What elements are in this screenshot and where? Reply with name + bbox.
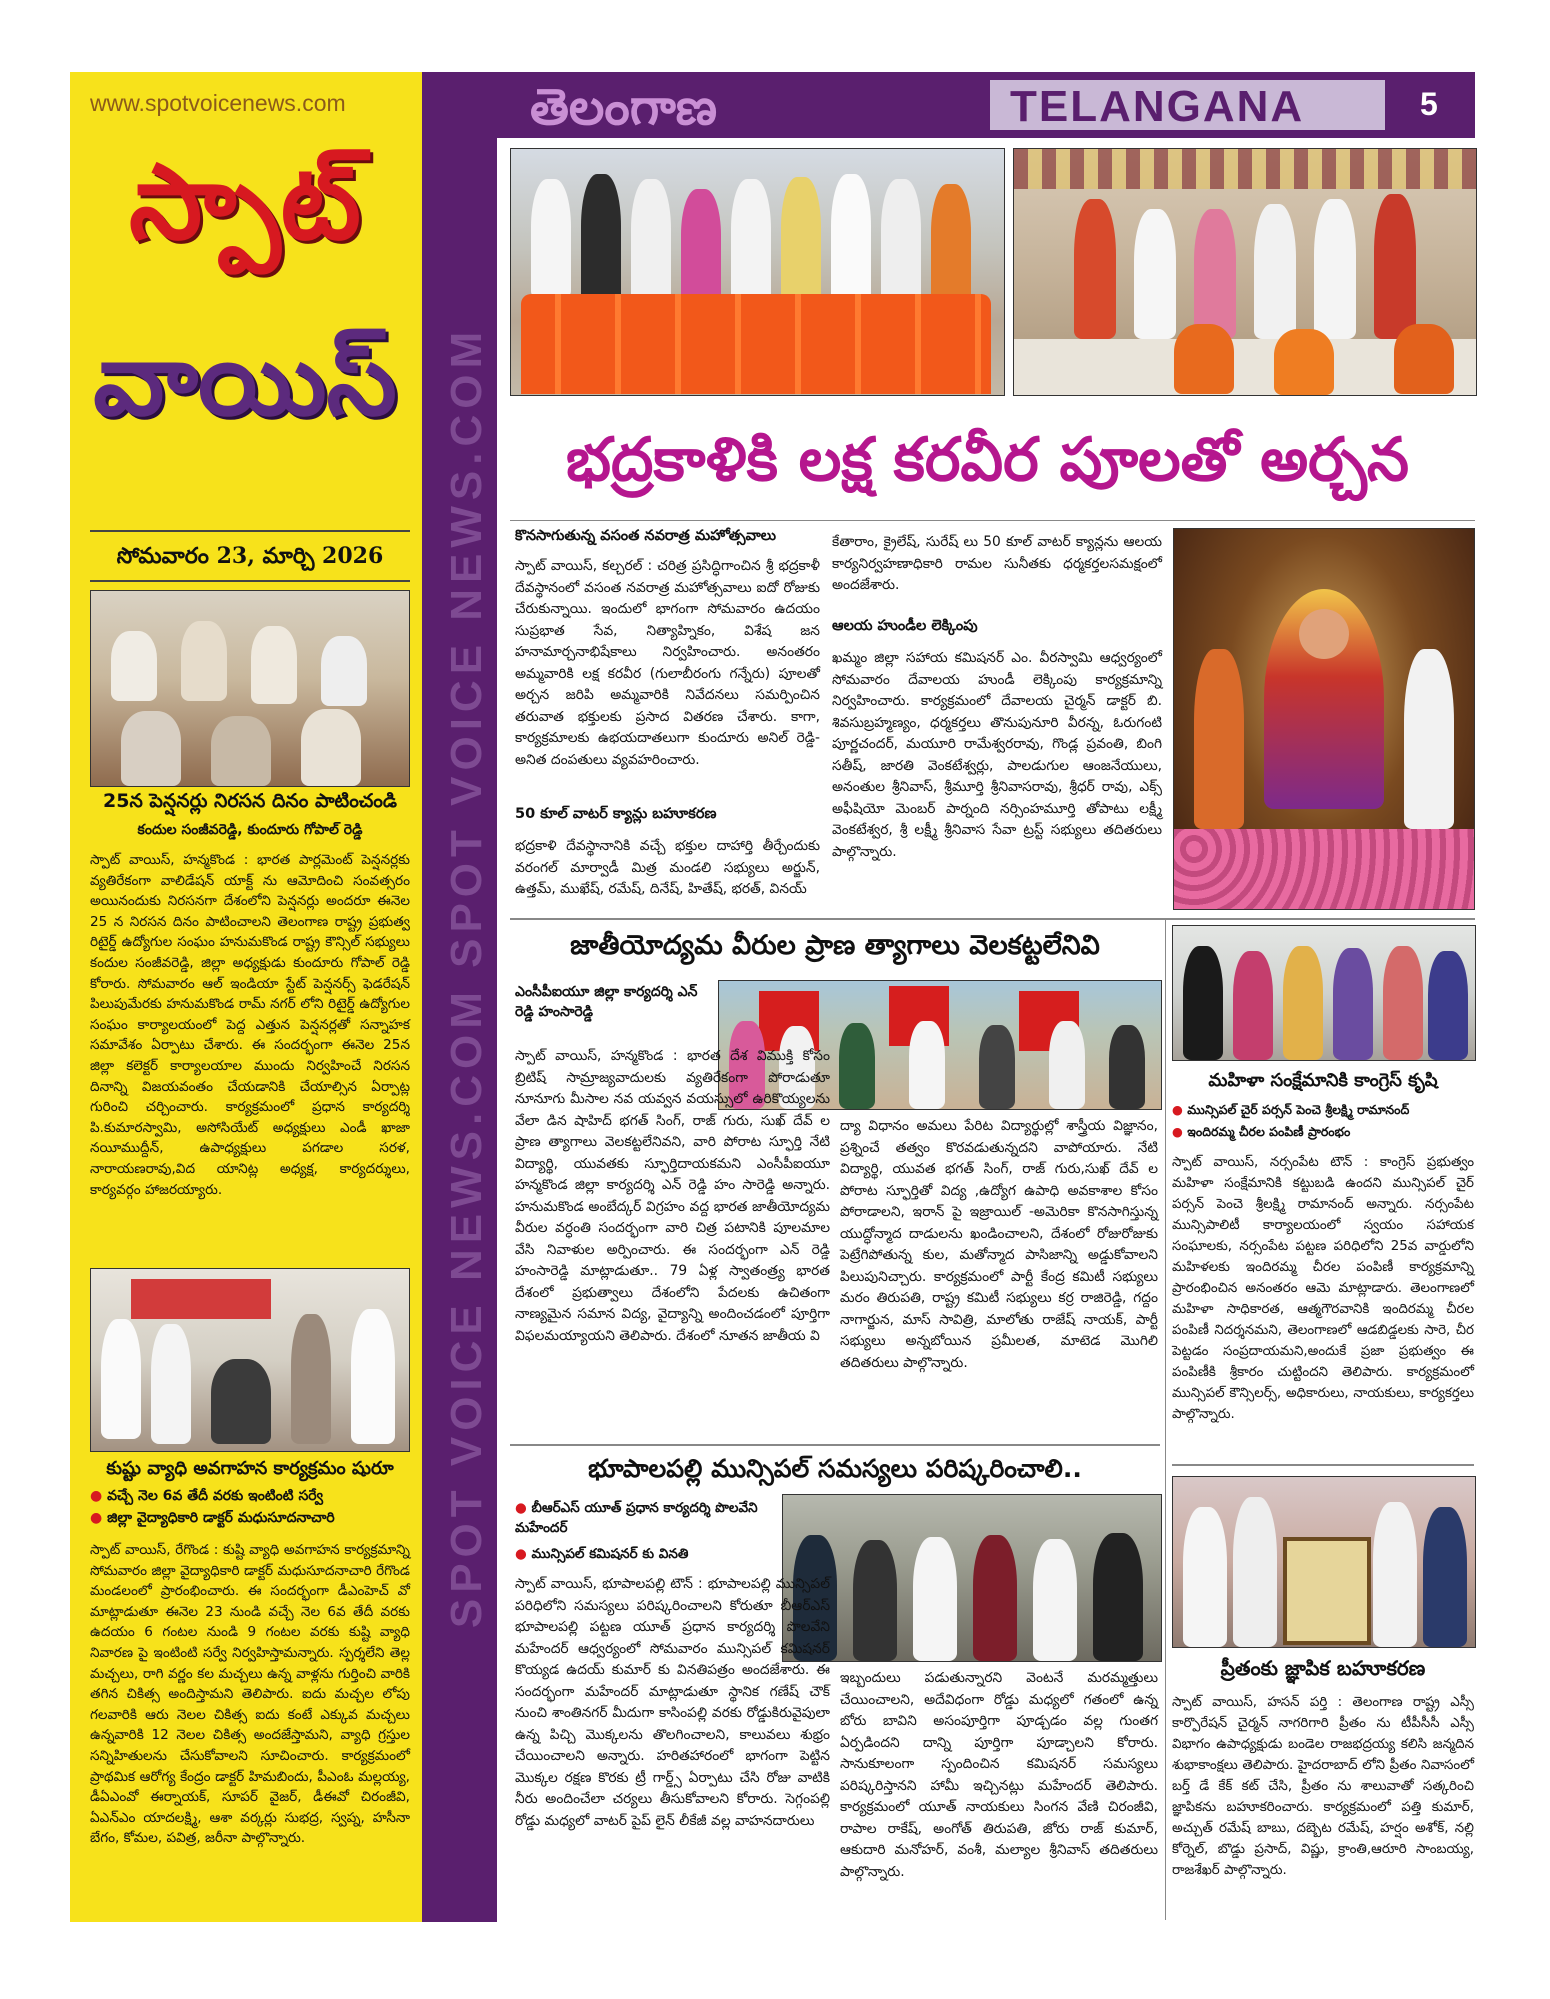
middle-story1-headline: జాతీయోద్యమ వీరుల ప్రాణ త్యాగాలు వెలకట్టలేనివి: [570, 930, 1100, 961]
section-divider-2: [510, 1444, 1160, 1446]
main-story-col1b: భద్రకాళి దేవస్థానానికి వచ్చే భక్తుల దాహార్తి తీర్చేందుకు వరంగల్ మార్వాడీ మిత్ర మండలి సభ్యులు అర్జున్, ఉత్తమ్, ముఖేష్, రమేష్, దినేష్, హితేష్, భరత్, వినయ్: [515, 838, 820, 897]
section-divider-1: [510, 918, 1475, 920]
municipal-petition-photo: [782, 1494, 1162, 1662]
issue-date: సోమవారం 23, మార్చి 2026: [90, 530, 410, 582]
water-cans-donation-photo: [510, 148, 1005, 396]
headline-rule: [510, 520, 1475, 521]
main-story-col1: స్పాట్ వాయిస్, కల్చరల్ : చరిత్ర ప్రసిద్ధిగాంచిన శ్రీ భద్రకాళీ దేవస్థానంలో వసంత నవరాత్ర మహోత్సవాలు ఐదో రోజుకు చేరుకున్నాయి. ఇందులో భాగంగా సోమవారం ఉదయం సుప్రభాత సేవ, నిత్యాహ్నికం, విశేష జన హనామార్చనాభిషేకాలు నిర్వహించారు. అనంతరం అమ్మవారికి లక్ష కరవీర (గులాబీరంగు గన్నేరు) పూలతో అర్చన జరిపి అమ్మవారికి నివేదనలు సమర్పించిన తరువాత భక్తులకు ప్రసాద వితరణ చేశారు. కాగా, కార్యక్రమాలకు ఉభయదాతలుగా కుందూరు అనిల్ రెడ్డి-అనిత దంపతులు వ్యవహరించారు.: [515, 558, 820, 768]
masthead-line1: స్పాట్: [129, 141, 361, 263]
right-story1-bullet-1: ● మున్సిపల్ చైర్ పర్సన్ పెంచె శ్రీలక్ష్మి రామానంద్: [1172, 1102, 1474, 1121]
middle-story2-col1: స్పాట్ వాయిస్, భూపాలపల్లి టౌన్ : భూపాలపల్లి మున్సిపల్ పరిధిలోని సమస్యలు పరిష్కరించాలని కోరుతూ బీఆర్ఎస్ భూపాలపల్లి పట్టణ యూత్ ప్రధాన కార్యదర్శి పొలవేని మహేందర్ ఆధ్వర్యంలో సోమవారం మున్సిపల్ కమిషనర్ కొయ్యడ ఉదయ్ కుమార్ కు వినతిపత్రం అందజేశారు. ఈ సందర్భంగా మహేందర్ మాట్లాడుతూ స్థానిక గణేష్ చౌక్ నుంచి శాంతినగర్ మీదుగా కాసింపల్లి వరకు రోడ్డుకిరువైపులా ఉన్న పిచ్చి మొక్కలను తొలగించాలని, కాలువలు శుభ్రం చేయించాలని అన్నారు. హరితహారంలో భాగంగా పెట్టిన మొక్కల రక్షణ కొరకు ట్రీ గార్డ్స్ ఏర్పాటు చేసి రోజు వాటికి నీరు అందించేలా చర్యలు తీసుకోవాలని కోరారు. సెగ్గంపల్లి రోడ్డు మధ్యలో వాటర్ పైప్ లైన్ లీకేజీ వల్ల వాహనదారులు: [515, 1576, 830, 1829]
right-column-rule: [1165, 920, 1166, 1920]
left-story1-body: స్పాట్ వాయిస్, హన్మకొండ : భారత పార్లమెంట్ పెన్షనర్లకు వ్యతిరేకంగా వాలిడేషన్ యాక్ట్ ను ఆమోదించి సంవత్సరం అయినందుకు నిరసనగా దేశంలోని పెన్షనర్లు అందరూ ఈనెల 25 న నిరసన దినం పాటించాలని తెలంగాణ రాష్ట్ర ప్రభుత్వ రిటైర్డ్ ఉద్యోగుల సంఘం హనుమకొండ రాష్ట్ర కౌన్సిల్ సభ్యులు కందుల సంజీవరెడ్డి, జిల్లా అధ్యక్షుడు కుందూరు గోపాల్ రెడ్డి కోరారు. సోమవారం ఆల్ ఇండియా స్టేట్ పెన్షనర్స్ ఫెడరేషన్ పిలుపుమేరకు హనుమకొండ రామ్ నగర్ లోని రిటైర్డ్ ఉద్యోగుల సంఘం కార్యాలయంలో పెద్ద ఎత్తున పెన్షనర్లతో సన్నాహక సమావేశం ఏర్పాటు చేశారు. ఈ సందర్భంగా ఈనెల 25న జిల్లా కలెక్టర్ కార్యాలయాల ముందు నిర్వహించే నిరసన దినాన్ని విజయవంతం చేయడానికి చేయాల్సిన ఏర్పాట్ల గురించి చర్చించారు. కార్యక్రమంలో ప్రధాన కార్యదర్శి పి.కుమారస్వామి, అసోసియేట్ అధ్యక్షులు ఎండీ ఖాజా నయీముద్దీన్, ఉపాధ్యక్షులు పగడాల సరళ, నారాయణరావు,విద యానిట్ల అధ్యక్ష, కార్యదర్శులు, కార్యవర్గం హాజరయ్యారు.: [90, 852, 410, 1198]
main-story-col2: కేతారాం, క్రైలేష్, సురేష్ లు 50 కూల్ వాటర్ క్యాన్లను ఆలయ కార్యనిర్వహణాధికారి రామల సునీతకు ధర్మకర్తలసమక్షంలో అందజేశారు.: [832, 534, 1162, 593]
left-story2-headline: కుష్టు వ్యాధి అవగాహన కార్యక్రమం షురూ: [106, 1458, 394, 1479]
left-story2-bullet-2: ● జిల్లా వైద్యాధికారి డాక్టర్ మధుసూదనాచారి: [90, 1510, 410, 1529]
left-story2-bullet-1: ● వచ్చే నెల 6వ తేదీ వరకు ఇంటింటి సర్వే: [90, 1488, 410, 1507]
site-url-link[interactable]: www.spotvoicenews.com: [90, 90, 346, 116]
section-title-telugu: తెలంగాణ: [530, 78, 718, 136]
vertical-banner: SPOT VOICE NEWS.COM SPOT VOICE NEWS.COM: [442, 325, 491, 1629]
page-number: 5: [1420, 86, 1438, 122]
main-story-sub2: ఆలయ హుండీల లెక్కింపు: [832, 618, 978, 634]
goddess-bhadrakali-photo: [1173, 528, 1475, 910]
leprosy-camp-photo: [90, 1268, 410, 1452]
main-story-col2b: ఖమ్మం జిల్లా సహాయ కమిషనర్ ఎం. వీరస్వామి ఆధ్వర్యంలో సోమవారం దేవాలయ హుండీ లెక్కింపు కార్యక్రమాన్ని నిర్వహించారు. కార్యక్రమంలో దేవాలయ చైర్మన్ డాక్టర్ బి. శివసుబ్రహ్మణ్యం, ధర్మకర్తలు తొనుపునూరి వీరన్న, ఓరుగంటి పూర్ణచందర్, మయూరి రామేశ్వరరావు, గొండ్ల ప్రవంతి, బింగి సతీష్, జారతి వెంకటేశ్వర్లు, పాలడుగుల ఆంజనేయులు, అనంతుల శ్రీనివాస్, శ్రీమూర్తి శ్రీనివాసరావు, శ్రీధర్ రావు, ఎక్స్ అఫీషియో మెంబర్ పార్నంది నర్సింహమూర్తి తోపాటు లక్ష్మీ వెంకటేశ్వర, శ్రీ లక్ష్మీ శ్రీనివాస సేవా ట్రస్ట్ సభ్యులు తదితరులు పాల్గొన్నారు.: [832, 650, 1162, 860]
middle-story1-col2: ద్యా విధానం అమలు పేరిట విద్యార్థుల్లో శాస్త్రీయ విజ్ఞానం, ప్రశ్నించే తత్వం కొరవడుతున్నదని వాపోయారు. నేటి విద్యార్థి, యువత భగత్ సింగ్, రాజ్ గురు,సుఖ్ దేవ్ ల పోరాట స్ఫూర్తితో విద్య ,ఉద్యోగ ఉపాధి అవకాశాల కోసం పోరాడాలని, ఇరాన్ పై ఇజ్రాయిల్ -అమెరికా కొనసాగిస్తున్న యుద్ధోన్మాద దాడులను ఖండించాలని, దేశంలో రోజురోజుకు పెట్రేగిపోతున్న కుల, మతోన్మాద పాసిజాన్ని అడ్డుకోవాలని పిలుపునిచ్చారు. కార్యక్రమంలో పార్టీ కేంద్ర కమిటీ సభ్యులు మరం తిరుపతి, రాష్ట్ర కమిటీ సభ్యులు కర్ర రాజిరెడ్డి, గద్దం నాగార్జున, మాస్ సావిత్రి, మాలోతు రాజేష్ నాయక్, పార్టీ సభ్యులు అన్నబోయిన ప్రమీలత, మాటెడ మొగిలి తదితరులు పాల్గొన్నారు.: [840, 1118, 1158, 1371]
pensioners-meeting-photo: [90, 590, 410, 787]
section-divider-3: [1172, 1464, 1474, 1466]
masthead-line2: వాయిస్: [93, 321, 397, 438]
sarees-distribution-photo: [1172, 925, 1476, 1061]
middle-story1-byline: ఎంసీపీఐయూ జిల్లా కార్యదర్శి ఎన్ రెడ్డి హంసారెడ్డి: [515, 984, 698, 1020]
right-story2-body: స్పాట్ వాయిస్, హసన్ పర్తి : తెలంగాణ రాష్ట్ర ఎస్సీ కార్పొరేషన్ చైర్మన్ నాగరిగారి ప్రీతం ను టీపీసీసీ ఎస్సీ విభాగం ఉపాధ్యక్షుడు బండెల రాజభద్రయ్య కలిసి జన్మదిన శుభాకాంక్షలు తెలిపారు. హైదరాబాద్ లోని ప్రీతం నివాసంలో బర్త్ డే కేక్ కట్ చేసి, ప్రీతం ను శాలువాతో సత్కరించి జ్ఞాపికను బహూకరించారు. కార్యక్రమంలో పత్తి కుమార్, అచ్చుత్ రమేష్ బాబు, దబ్బెట రమేష్, హర్షం అశోక్, నల్లి కోర్నెల్, బొడ్డు ప్రసాద్, విష్ణు, క్రాంతి,ఆరూరి సాంబయ్య, రాజశేఖర్ పాల్గొన్నారు.: [1172, 1695, 1474, 1878]
right-story1-body: స్పాట్ వాయిస్, నర్సంపేట టౌన్ : కాంగ్రెస్ ప్రభుత్వం మహిళా సంక్షేమానికి కట్టుబడి ఉందని మున్సిపల్ చైర్ పర్సన్ పెంచె శ్రీలక్ష్మి రామానంద్ అన్నారు. నర్సంపేట మున్సిపాలిటీ కార్యాలయంలో స్వయం సహాయక సంఘాలకు, నర్సంపేట పట్టణ పరిధిలోని 25వ వార్డులోని మహిళలకు ఇందిరమ్మ చీరల పంపిణీ కార్యక్రమాన్ని ప్రారంభించిన అనంతరం ఆమె మాట్లాడారు. తెలంగాణలో మహిళా సాధికారత, ఆత్మగౌరవానికి ఇందిరమ్మ చీరల పంపిణీ నిదర్శనమని, తెలంగాణలో ఆడబిడ్డలకు సారె, చీర పెట్టడం సంప్రదాయమని,అందుకే ప్రజా ప్రభుత్వం ఈ పంపిణీకి శ్రీకారం చుట్టిందని తెలిపారు. కార్యక్రమంలో మున్సిపల్ కౌన్సిలర్స్, అధికారులు, నాయకులు, కార్యకర్తలు పాల్గొన్నారు.: [1172, 1155, 1474, 1422]
right-story1-bullet-2: ● ఇందిరమ్మ చీరల పంపిణీ ప్రారంభం: [1172, 1124, 1474, 1143]
middle-story1-col1: స్పాట్ వాయిస్, హన్మకొండ : భారత దేశ విముక్తి కోసం బ్రిటిష్ సామ్రాజ్యవాదులకు వ్యతిరేకంగా పోరాడుతూ నూనూగు మీసాల నవ యవ్వన వయస్సులో ఉరికొయ్యలను వేలా డిన షాహిద్ భగత్ సింగ్, రాజ్ గురు, సుఖ్ దేవ్ ల ప్రాణ త్యాగాలు వెలకట్టలేనివని, వారి పోరాట స్ఫూర్తి నేటి విద్యార్థి, యువతకు స్ఫూర్తిదాయకమని ఎంసీపీఐయూ హన్మకొండ జిల్లా కార్యదర్శి ఎన్ రెడ్డి హం సారెడ్డి అన్నారు. హనుమకొండ అంబేద్కర్ విగ్రహం వద్ద భారత జాతీయోద్యమ వీరుల వర్ధంతి సందర్భంగా వారి చిత్ర పటానికి పూలమాల వేసి నివాళుల అర్పించారు. ఈ సందర్భంగా ఎన్ రెడ్డి హంసారెడ్డి మాట్లాడుతూ.. 79 ఏళ్ల స్వాతంత్ర్య భారత దేశంలో ప్రభుత్వాలు దేశంలోని పేదలకు ఉచితంగా నాణ్యమైన సమాన విద్య, వైద్యాన్ని అందించడంలో పూర్తిగా విఫలమయ్యాయని తెలిపారు. దేశంలో నూతన జాతీయ వి: [515, 1048, 830, 1344]
right-story2-headline: ప్రీతంకు జ్ఞాపిక బహూకరణ: [1220, 1656, 1426, 1680]
left-story1-byline: కందుల సంజీవరెడ్డి, కుందూరు గోపాల్ రెడ్డి: [137, 822, 363, 838]
middle-story2-headline: భూపాలపల్లి మున్సిపల్ సమస్యలు పరిష్కరించాలి..: [588, 1454, 1082, 1483]
main-story-sub1: 50 కూల్ వాటర్ క్యాన్లు బహూకరణ: [515, 806, 717, 822]
preetham-felicitation-photo: [1172, 1476, 1476, 1648]
main-story-kicker: కొనసాగుతున్న వసంత నవరాత్ర మహోత్సవాలు: [515, 528, 777, 544]
section-title-english: TELANGANA: [1010, 82, 1305, 131]
main-headline: భద్రకాళికి లక్ష కరవీర పూలతో అర్చన: [566, 425, 1409, 495]
middle-story2-bullet-2: ● మున్సిపల్ కమిషనర్ కు వినతి: [515, 1546, 775, 1565]
left-story1-headline: 25న పెన్షనర్లు నిరసన దినం పాటించండి: [103, 790, 397, 812]
middle-story2-col2: ఇబ్బందులు పడుతున్నారని వెంటనే మరమ్మత్తులు చేయించాలని, అదేవిధంగా రోడ్డు మధ్యలో గతంలో ఉన్న బోరు బావిని అసంపూర్తిగా పూడ్చడం వల్ల గుంతగ ఏర్పడిందని దాన్ని పూర్తిగా పూడ్చాలని కోరారు. సానుకూలంగా స్పందించిన కమిషనర్ సమస్యలు పరిష్కరిస్తానని హామీ ఇచ్చినట్లు మహేందర్ తెలిపారు. కార్యక్రమంలో యూత్ నాయకులు సింగన వేణి చిరంజీవి, రాపాల రాకేష్, అంగోత్ తిరుపతి, జోరు రాజ్ కుమార్, ఆకుదారి మనోహర్, వంశీ, మల్యాల శ్రీనివాస్ తదితరులు పాల్గొన్నారు.: [840, 1670, 1158, 1880]
right-story1-headline: మహిళా సంక్షేమానికి కాంగ్రెస్ కృషి: [1208, 1070, 1438, 1091]
left-story2-body: స్పాట్ వాయిస్, రేగొండ : కుష్టి వ్యాధి అవగాహన కార్యక్రమాన్ని సోమవారం జిల్లా వైద్యాధికారి డాక్టర్ మధుసూదనాచారి రేగొండ మండలంలో ప్రారంభించారు. ఈ సందర్భంగా డీఎంహెచ్ వో మాట్లాడుతూ ఈనెల 23 నుండి వచ్చే నెల 6వ తేదీ వరకు ఉదయం 6 గంటల నుండి 9 గంటల వరకు కుష్టి వ్యాధి నివారణ పై ఇంటింటి సర్వే నిర్వహిస్తామన్నారు. స్పర్శలేని తెల్ల మచ్చలు, రాగి వర్ణం కల మచ్చలు ఉన్న వాళ్లను గుర్తించి వారికి తగిన చికిత్స అందిస్తామని తెలిపారు. ఐదు మచ్చల లోపు గలవారికి ఆరు నెలల చికిత్స ఐదు కంటే ఎక్కువ మచ్చలు ఉన్నవారికి 12 నెలల చికిత్స అందజేస్తామని, వ్యాధి గ్రస్తుల సన్నిహితులను చేసుకోవాలని సూచించారు. కార్యక్రమంలో ప్రాథమిక ఆరోగ్య కేంద్రం డాక్టర్ హిమబిందు, పీఎంఓ మల్లయ్య, డీఏఎంవో ఈర్నాయక్, సూపర్ వైజర్, డీఈవో చిరంజీవి, ఏఎన్ఎం యాదలక్ష్మి, ఆశా వర్కర్లు సుభద్ర, స్వప్న, హసీనా బేగం, కోమల, పవిత్ర, జరీనా పాల్గొన్నారు.: [90, 1542, 410, 1847]
middle-story2-bullet-1: ● బీఆర్ఎస్ యూత్ ప్రధాన కార్యదర్శి పొలవేని మహేందర్: [515, 1498, 775, 1538]
hundi-counting-photo: [1013, 148, 1477, 396]
